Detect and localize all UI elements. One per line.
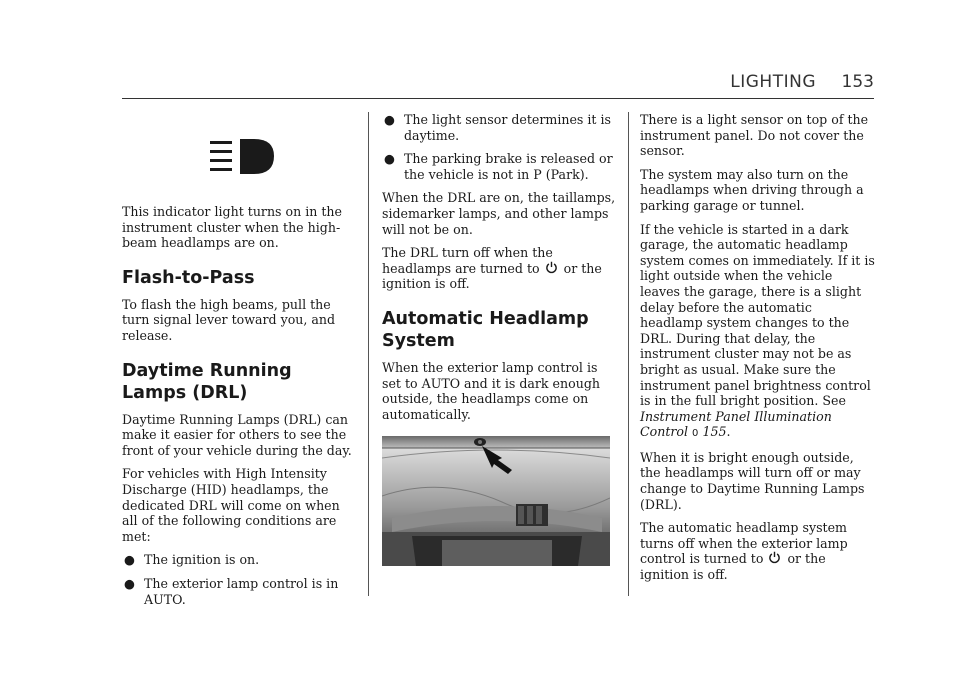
- drl-paragraph-2: For vehicles with High Intensity Discharge (HID) headlamps, the dedicated DRL will come on when all of the following conditions are met:: [122, 466, 340, 544]
- dark-garage-paragraph: If the vehicle is started in a dark garage, the automatic headlamp system comes on immediately. If it is light outside when the vehicle leaves the garage, there is a slight delay before the automatic headlamp system changes to the DRL. During that delay, the instrument cluster may not be as bright as usual. Make sure the instrument panel brightness control is in the full bright position. See Instrument Panel Illumination Control 0 155.: [640, 221, 875, 440]
- drl-lamps-paragraph: When the DRL are on, the taillamps, sidemarker lamps, and other lamps will not be on.: [382, 190, 616, 237]
- high-beam-indicator-icon: [122, 112, 358, 178]
- column-right: [640, 112, 876, 591]
- power-off-icon: [545, 261, 558, 274]
- list-item: ● The light sensor determines it is daytime.: [384, 112, 611, 143]
- light-sensor-photo: [382, 436, 610, 566]
- drl-off-paragraph: The DRL turn off when the headlamps are turned to or the ignition is off.: [382, 245, 602, 292]
- page-header: [122, 66, 874, 99]
- flash-paragraph: To flash the high beams, pull the turn signal lever toward you, and release.: [122, 296, 336, 343]
- column-divider: [368, 112, 369, 596]
- power-off-icon: [768, 551, 781, 564]
- page-ref-symbol: 0: [692, 428, 699, 440]
- auto-off-paragraph: The automatic headlamp system turns off when the exterior lamp control is turned to or the ignition is off.: [640, 520, 848, 583]
- cross-reference-link[interactable]: Instrument Panel Illumination Control: [640, 408, 832, 440]
- page-ref[interactable]: 155: [702, 424, 727, 440]
- list-item: ● The ignition is on.: [124, 552, 260, 568]
- sensor-paragraph: There is a light sensor on top of the instrument panel. Do not cover the sensor.: [640, 112, 869, 159]
- section-title: LIGHTING: [730, 72, 816, 92]
- list-item: ● The exterior lamp control is in AUTO.: [124, 575, 339, 607]
- auto-paragraph: When the exterior lamp control is set to AUTO and it is dark enough outside, the headlamps come on automatically.: [382, 359, 600, 422]
- column-middle: [382, 112, 618, 566]
- column-left: [122, 112, 358, 615]
- drl-heading: Daytime Running Lamps (DRL): [122, 360, 292, 403]
- garage-tunnel-paragraph: The system may also turn on the headlamps when driving through a parking garage or tunnel.: [640, 166, 864, 213]
- flash-to-pass-heading: Flash-to-Pass: [122, 267, 255, 288]
- bright-outside-paragraph: When it is bright enough outside, the headlamps will turn off or may change to Daytime Running Lamps (DRL).: [640, 449, 865, 512]
- automatic-headlamp-heading: Automatic Headlamp System: [382, 308, 589, 351]
- drl-paragraph-1: Daytime Running Lamps (DRL) can make it easier for others to see the front of your vehicle during the day.: [122, 411, 352, 458]
- indicator-paragraph: This indicator light turns on in the instrument cluster when the high-beam headlamps are on.: [122, 204, 342, 251]
- list-item: ● The parking brake is released or the vehicle is not in P (Park).: [384, 151, 613, 182]
- page-number: 153: [841, 72, 874, 92]
- column-divider: [628, 112, 629, 596]
